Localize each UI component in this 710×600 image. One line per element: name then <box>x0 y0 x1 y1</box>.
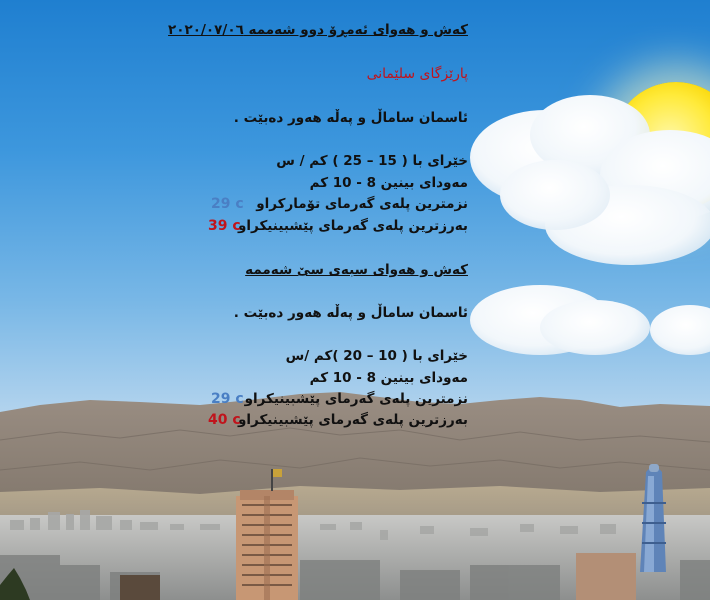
monday-max-temp: 39 c <box>208 218 241 234</box>
tuesday-heading: کەش و هەوای سبەی سێ شەممە <box>245 262 468 278</box>
flag <box>272 469 282 477</box>
apartment-building <box>576 553 636 600</box>
tower-building <box>236 490 300 600</box>
city-name: پارێزگای سلێمانی <box>366 66 468 82</box>
tuesday-wind: خێرای با ( 10 – 20 )کم /س <box>285 348 468 364</box>
monday-heading: کەش و هەوای ئەمڕۆ دوو شەممە ٢٠٢٠/٠٧/٠٦ <box>168 22 468 38</box>
monday-visibility: مەودای بینین 8 - 10 کم <box>309 175 468 191</box>
monday-max-label: بەرزترین پلەی گەرمای پێشبینیکراو <box>238 218 468 234</box>
tuesday-min-label: نزمترین پلەی گەرمای پێشبینیکراو <box>244 391 468 407</box>
monday-wind: خێرای با ( 15 – 25 ) کم / س <box>276 153 468 169</box>
tuesday-max-label: بەرزترین پلەی گەرمای پێشبینیکراو <box>238 412 468 428</box>
flag-pole <box>271 469 273 491</box>
tuesday-min-temp: 29 c <box>211 391 244 407</box>
monday-min-label: نزمترین پلەی گەرمای تۆمارکراو <box>256 196 468 212</box>
glass-tower <box>632 462 676 572</box>
tuesday-sky: ئاسمان ساماڵ و پەڵە هەور دەبێت . <box>233 305 468 321</box>
tuesday-max-temp: 40 c <box>208 412 241 428</box>
monday-sky: ئاسمان ساماڵ و پەڵە هەور دەبێت . <box>233 110 468 126</box>
tuesday-visibility: مەودای بینین 8 - 10 کم <box>309 370 468 386</box>
monday-min-temp: 29 c <box>211 196 244 212</box>
